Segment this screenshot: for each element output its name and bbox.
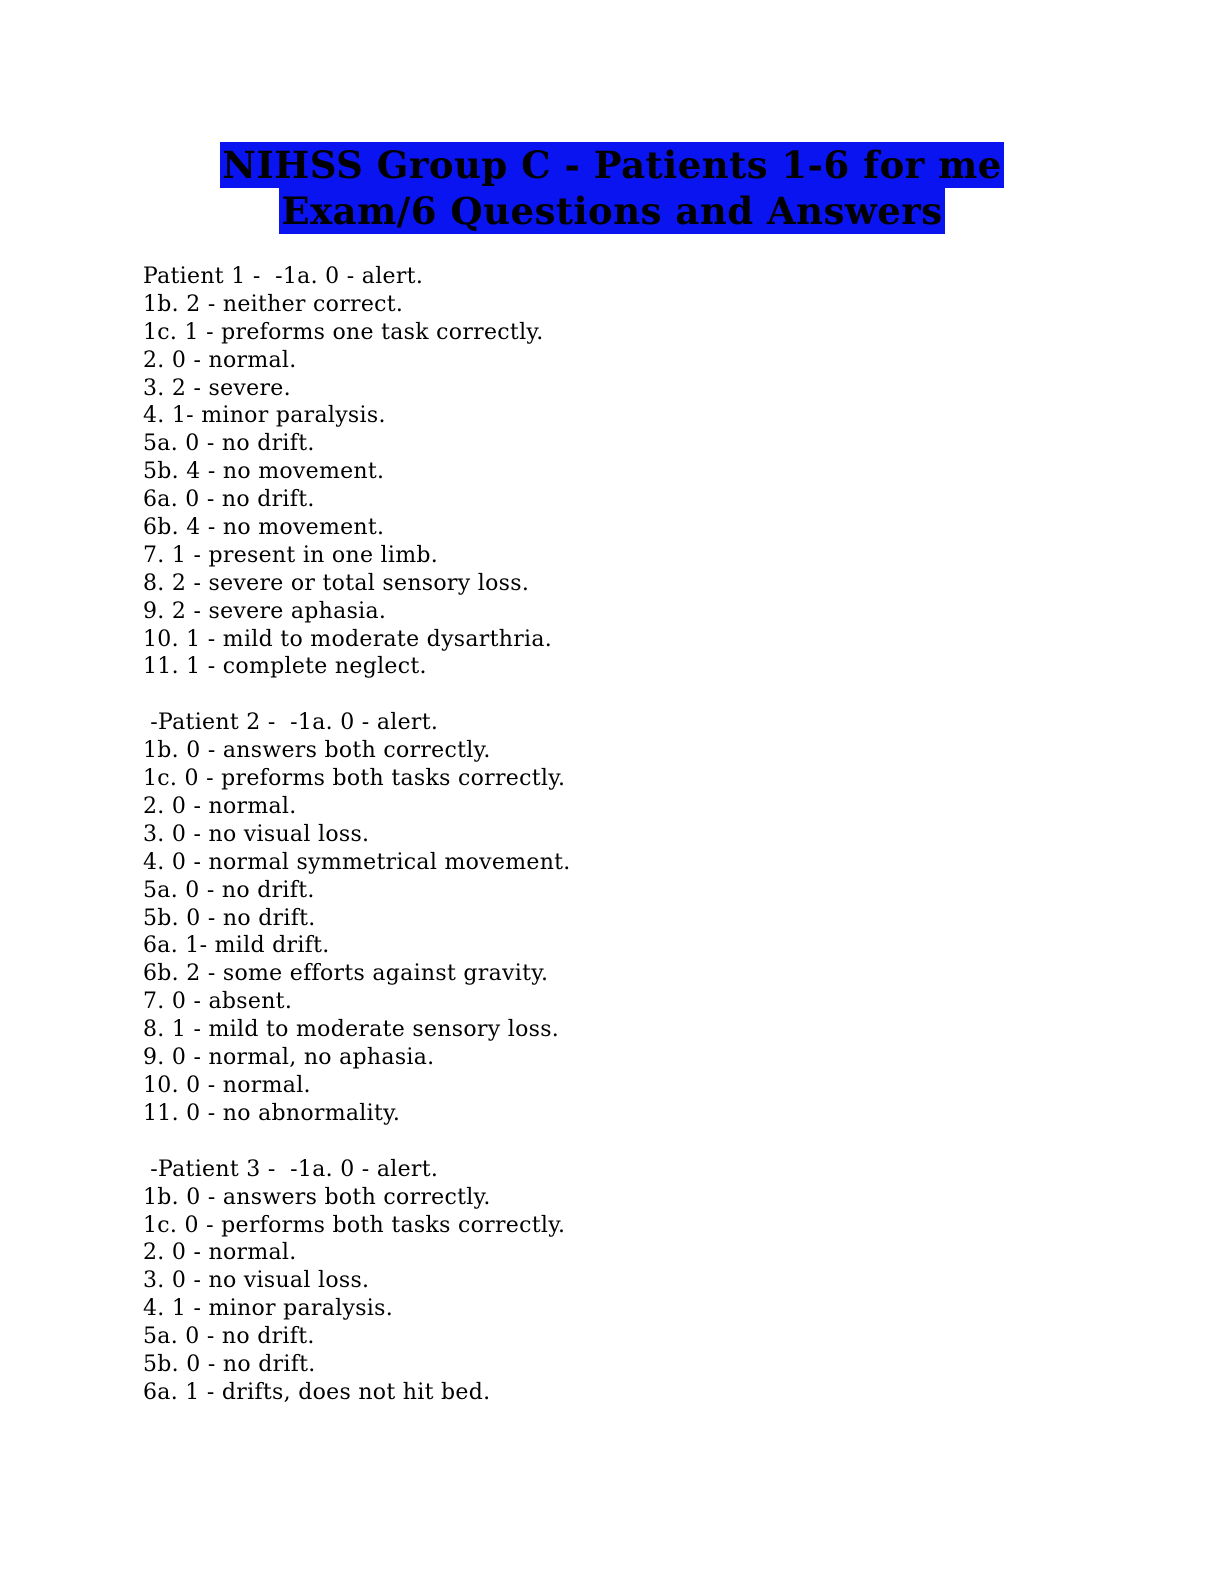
answer-line: 6a. 0 - no drift. (143, 487, 315, 513)
document-body (143, 263, 1103, 1407)
patient-heading-line: -Patient 3 - -1a. 0 - alert. (143, 1156, 439, 1182)
answer-line: 2. 0 - normal. (143, 1240, 297, 1266)
answer-line: 8. 2 - severe or total sensory loss. (143, 570, 530, 596)
answer-line: 8. 1 - mild to moderate sensory loss. (143, 1017, 560, 1043)
answer-line: 3. 0 - no visual loss. (143, 1268, 370, 1294)
answer-line: 5a. 0 - no drift. (143, 431, 315, 457)
answer-line: 1b. 0 - answers both correctly. (143, 1184, 491, 1210)
answer-line: 2. 0 - normal. (143, 794, 297, 820)
answer-line: 5b. 4 - no movement. (143, 459, 385, 485)
answer-line: 6a. 1- mild drift. (143, 933, 330, 959)
answer-line: 6b. 2 - some efforts against gravity. (143, 961, 549, 987)
document-title (0, 142, 1224, 234)
patient-section-3 (143, 1156, 1103, 1407)
answer-line: 5b. 0 - no drift. (143, 905, 316, 931)
answer-line: 4. 0 - normal symmetrical movement. (143, 849, 571, 875)
answer-line: 1b. 0 - answers both correctly. (143, 738, 491, 764)
answer-line: 1b. 2 - neither correct. (143, 291, 404, 317)
title-line-2: Exam/6 Questions and Answers (281, 189, 943, 233)
answer-line: 5b. 0 - no drift. (143, 1351, 316, 1377)
answer-line: 4. 1- minor paralysis. (143, 403, 386, 429)
answer-line: 7. 1 - present in one limb. (143, 542, 439, 568)
answer-line: 2. 0 - normal. (143, 347, 297, 373)
answer-line: 3. 2 - severe. (143, 375, 291, 401)
answer-line: 6b. 4 - no movement. (143, 515, 385, 541)
answer-line: 1c. 0 - preforms both tasks correctly. (143, 766, 566, 792)
answer-line: 10. 0 - normal. (143, 1072, 311, 1098)
answer-line: 3. 0 - no visual loss. (143, 821, 370, 847)
patient-section-2 (143, 709, 1103, 1127)
answer-line: 1c. 1 - preforms one task correctly. (143, 319, 544, 345)
answer-line: 5a. 0 - no drift. (143, 1324, 315, 1350)
answer-line: 9. 2 - severe aphasia. (143, 598, 387, 624)
patient-section-1 (143, 263, 1103, 681)
title-line-1: NIHSS Group C - Patients 1-6 for me (222, 143, 1002, 187)
patient-heading-line: -Patient 2 - -1a. 0 - alert. (143, 710, 439, 736)
answer-line: 1c. 0 - performs both tasks correctly. (143, 1212, 566, 1238)
answer-line: 10. 1 - mild to moderate dysarthria. (143, 626, 553, 652)
answer-line: 11. 1 - complete neglect. (143, 654, 427, 680)
answer-line: 7. 0 - absent. (143, 989, 293, 1015)
answer-line: 11. 0 - no abnormality. (143, 1100, 401, 1126)
answer-line: 9. 0 - normal, no aphasia. (143, 1045, 435, 1071)
answer-line: 6a. 1 - drifts, does not hit bed. (143, 1379, 491, 1405)
patient-heading-line: Patient 1 - -1a. 0 - alert. (143, 264, 424, 289)
answer-line: 4. 1 - minor paralysis. (143, 1296, 394, 1322)
answer-line: 5a. 0 - no drift. (143, 877, 315, 903)
